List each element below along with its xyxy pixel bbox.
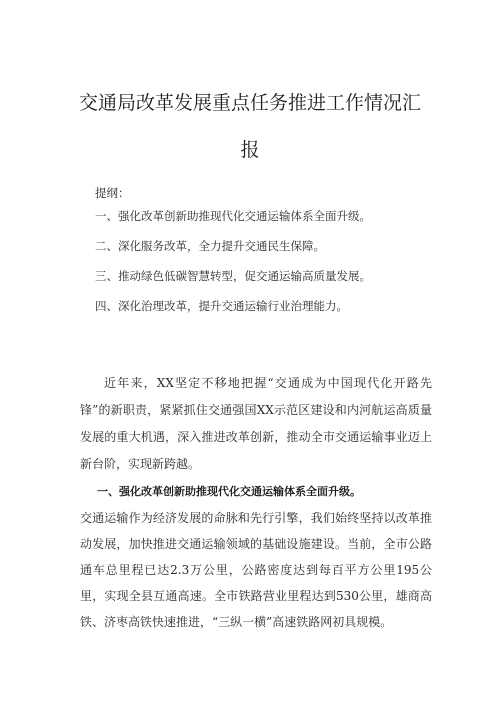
outline-item: 二、深化服务改革，全力提升交通民生保障。: [95, 239, 325, 253]
body-paragraph: 交通运输作为经济发展的命脉和先行引擎，我们始终坚持以改革推动发展，加快推进交通运输领域的基础设施建设。当前，全市公路通车总里程已达2.3万公里，公路密度达到每百平方公里195公里，实现全县互通高速。全市铁路营业里程达到530公里，雄商高铁、济枣高铁快速推进，“三纵一横”高速铁路网初具规模。: [80, 511, 432, 629]
outline-item: 四、深化治理改革，提升交通运输行业治理能力。: [95, 299, 348, 313]
document-title-line-1: 交通局改革发展重点任务推进工作情况汇: [78, 92, 421, 114]
outline-item: 一、强化改革创新助推现代化交通运输体系全面升级。: [95, 209, 371, 223]
intro-paragraph: 近年来，XX坚定不移地把握“交通成为中国现代化开路先锋”的新职责，紧紧抓住交通强国XX示范区建设和内河航运高质量发展的重大机遇，深入推进改革创新，推动全市交通运输事业迈上新台阶，实现新跨越。: [80, 376, 432, 471]
document-title-line-2: 报: [240, 139, 260, 161]
outline-item: 三、推动绿色低碳智慧转型，促交通运输高质量发展。: [95, 269, 371, 283]
section-heading: 一、强化改革创新助推现代化交通运输体系全面升级。: [97, 485, 361, 498]
outline-heading: 提纲：: [95, 186, 130, 200]
